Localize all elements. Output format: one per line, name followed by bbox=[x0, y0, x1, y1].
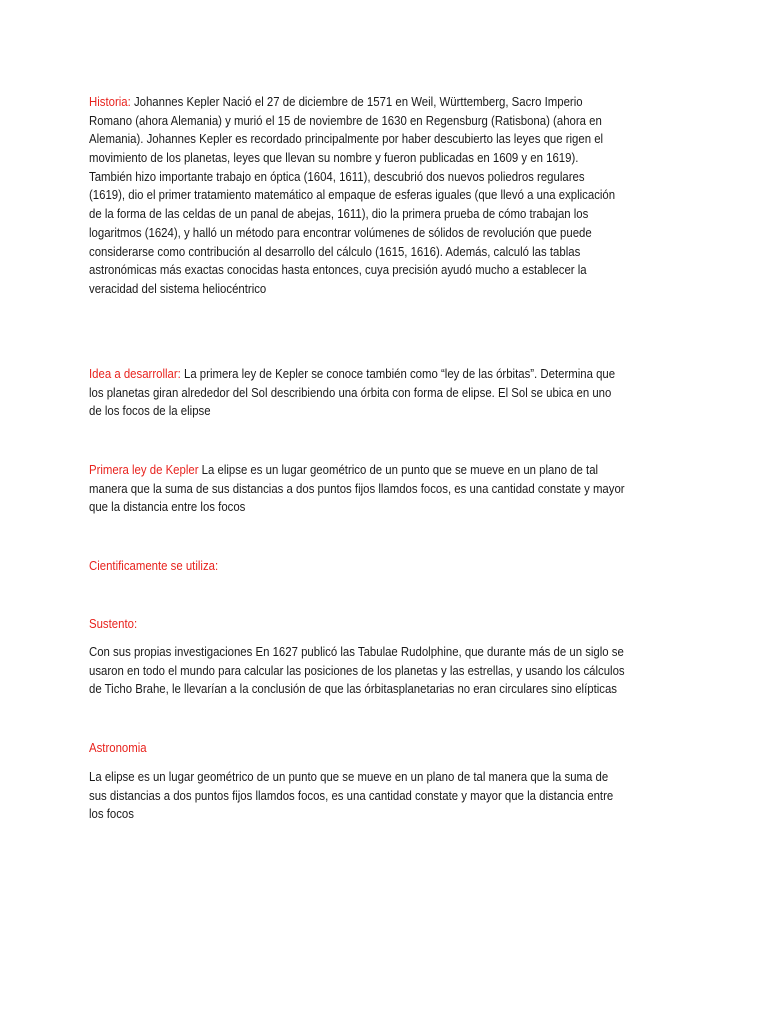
sustento-line: de Ticho Brahe, le llevarían a la conclusión de que las órbitasplanetarias no eran circulares sino elípticas bbox=[89, 681, 618, 697]
historia-line: (1619), dio el primer tratamiento matemático al empaque de esferas iguales (que llevó a una explicación bbox=[89, 187, 616, 203]
sustento-heading-block bbox=[89, 615, 689, 634]
primera-ley-line: que la distancia entre los focos bbox=[89, 499, 246, 515]
astronomia-heading: Astronomia bbox=[89, 740, 147, 755]
astronomia-heading-block bbox=[89, 739, 689, 758]
primera-ley-line: manera que la suma de sus distancias a dos puntos fijos llamdos focos, es una cantidad constate y mayor bbox=[89, 480, 625, 496]
historia-line: movimiento de los planetas, leyes que llevan su nombre y fueron publicadas en 1609 y en 1619). bbox=[89, 150, 579, 166]
astronomia-line: sus distancias a dos puntos fijos llamdos focos, es una cantidad constate y mayor que la distancia entre bbox=[89, 787, 614, 803]
idea-text: La primera ley de Kepler se conoce también como “ley de las órbitas”. Determina que bbox=[183, 366, 616, 381]
cientificamente-heading: Cientificamente se utiliza: bbox=[89, 558, 219, 573]
historia-line: astronómicas más exactas conocidas hasta entonces, cuya precisión ayudó mucho a establecer la bbox=[89, 262, 587, 278]
astronomia-line: La elipse es un lugar geométrico de un punto que se mueve en un plano de tal manera que la suma de bbox=[89, 769, 609, 784]
historia-line bbox=[89, 93, 623, 112]
historia-line: veracidad del sistema heliocéntrico bbox=[89, 280, 267, 296]
historia-line: También hizo importante trabajo en óptica (1604, 1611), descubrió dos nuevos poliedros regulares bbox=[89, 168, 585, 184]
historia-line: de la forma de las celdas de un panal de abejas, 1611), dio la primera prueba de cómo trabajan los bbox=[89, 206, 589, 222]
idea-line: los planetas giran alrededor del Sol describiendo una órbita con forma de elipse. El Sol se ubica en uno bbox=[89, 384, 612, 400]
primera-ley-text: La elipse es un lugar geométrico de un punto que se mueve en un plano de tal bbox=[201, 462, 599, 477]
sustento-line: Con sus propias investigaciones En 1627 publicó las Tabulae Rudolphine, que durante más de un siglo se bbox=[89, 644, 624, 659]
idea-heading: Idea a desarrollar: bbox=[89, 366, 181, 381]
idea-line bbox=[89, 365, 623, 384]
primera-ley-section bbox=[89, 461, 689, 517]
primera-ley-heading: Primera ley de Kepler bbox=[89, 462, 199, 477]
sustento-line: usaron en todo el mundo para calcular las posiciones de los planetas y las estrellas, y usando los cálculos bbox=[89, 662, 625, 678]
astronomia-section bbox=[89, 768, 689, 824]
cientificamente-section bbox=[89, 557, 689, 576]
historia-line: Alemania). Johannes Kepler es recordado principalmente por haber descubierto las leyes que rigen el bbox=[89, 131, 604, 147]
historia-heading: Historia: bbox=[89, 94, 131, 109]
historia-line: considerarse como contribución al desarrollo del cálculo (1615, 1616). Además, calculó las tablas bbox=[89, 243, 581, 259]
historia-line: logaritmos (1624), y halló un método para encontrar volúmenes de sólidos de revolución que puede bbox=[89, 224, 592, 240]
historia-line: Romano (ahora Alemania) y murió el 15 de noviembre de 1630 en Regensburg (Ratisbona) (ahora en bbox=[89, 112, 602, 128]
sustento-section bbox=[89, 643, 689, 699]
astronomia-line: los focos bbox=[89, 806, 134, 822]
idea-section bbox=[89, 365, 689, 421]
historia-text: Johannes Kepler Nació el 27 de diciembre de 1571 en Weil, Württemberg, Sacro Imperio bbox=[133, 94, 583, 109]
historia-section bbox=[89, 93, 689, 299]
primera-ley-line bbox=[89, 461, 623, 480]
idea-line: de los focos de la elipse bbox=[89, 403, 211, 419]
sustento-heading: Sustento: bbox=[89, 616, 138, 631]
